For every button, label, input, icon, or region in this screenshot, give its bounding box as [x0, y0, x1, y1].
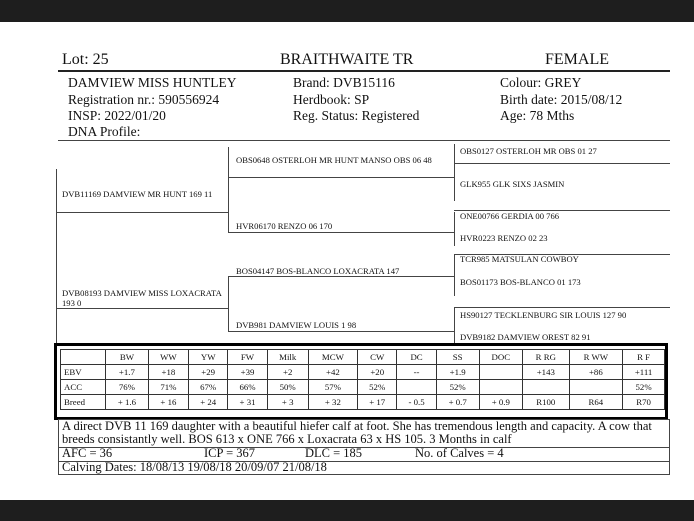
- dd-dam-name: DVB9182 DAMVIEW OREST 82 91: [460, 332, 591, 342]
- ebv-col-mcw: MCW: [308, 350, 357, 365]
- table-cell: [479, 380, 523, 395]
- table-cell: 50%: [267, 380, 308, 395]
- table-cell: + 31: [228, 395, 267, 410]
- remarks-divider: [58, 447, 670, 448]
- dam-bracket: [228, 276, 229, 331]
- ds-dam-name: BOS01173 BOS-BLANCO 01 173: [460, 277, 581, 287]
- table-cell: +111: [623, 365, 665, 380]
- ebv-col-fw: FW: [228, 350, 267, 365]
- table-cell: - 0.5: [397, 395, 436, 410]
- table-cell: + 0.7: [436, 395, 479, 410]
- table-cell: 71%: [148, 380, 188, 395]
- colour: Colour: GREY: [500, 75, 582, 90]
- table-cell: + 16: [148, 395, 188, 410]
- dam-sire-name: BOS04147 BOS-BLANCO LOXACRATA 147: [236, 266, 400, 276]
- table-cell: +42: [308, 365, 357, 380]
- ss-bracket: [454, 144, 455, 201]
- dam-sire-line: [228, 276, 454, 277]
- registration-number: Registration nr.: 590556924: [68, 92, 220, 107]
- table-cell: +1.9: [436, 365, 479, 380]
- table-cell: [569, 380, 623, 395]
- table-cell: R70: [623, 395, 665, 410]
- remarks-line-2: breeds consistantly well. BOS 613 x ONE 766 x Loxacrata 63 x HS 105. 3 Months in calf: [62, 432, 512, 446]
- dna-profile: DNA Profile:: [68, 124, 141, 139]
- ebv-col-yw: YW: [189, 350, 228, 365]
- table-cell: +29: [189, 365, 228, 380]
- ebv-col-milk: Milk: [267, 350, 308, 365]
- ss-sire-name: OBS0127 OSTERLOH MR OBS 01 27: [460, 146, 597, 156]
- sire-name: DVB11169 DAMVIEW MR HUNT 169 11: [62, 189, 213, 199]
- dlc-value: DLC = 185: [305, 446, 363, 460]
- table-cell: [397, 380, 436, 395]
- ebv-row: [61, 365, 665, 380]
- table-cell: +39: [228, 365, 267, 380]
- dd-bracket: [454, 307, 455, 343]
- dam-line: [56, 308, 228, 309]
- sd-dam-name: HVR0223 RENZO 02 23: [460, 233, 548, 243]
- breed-row: [61, 395, 665, 410]
- catalogue-page: [0, 22, 694, 500]
- animal-name: DAMVIEW MISS HUNTLEY: [68, 75, 237, 90]
- table-cell: + 32: [308, 395, 357, 410]
- table-cell: +86: [569, 365, 623, 380]
- table-cell: +20: [358, 365, 397, 380]
- ebv-table: [60, 349, 665, 410]
- dam-dam-line: [228, 331, 454, 332]
- table-cell: + 0.9: [479, 395, 523, 410]
- pedigree-border-left: [56, 169, 57, 344]
- ebv-col-blank: [61, 350, 106, 365]
- inspection-date: INSP: 2022/01/20: [68, 108, 166, 123]
- table-cell: --: [397, 365, 436, 380]
- registration-status: Reg. Status: Registered: [293, 108, 420, 123]
- afc-value: AFC = 36: [62, 446, 113, 460]
- table-cell: +143: [523, 365, 569, 380]
- table-cell: EBV: [61, 365, 106, 380]
- table-cell: R64: [569, 395, 623, 410]
- table-cell: +18: [148, 365, 188, 380]
- table-cell: 67%: [189, 380, 228, 395]
- birth-date: Birth date: 2015/08/12: [500, 92, 623, 107]
- sire-sire-line: [228, 177, 454, 178]
- sire-bracket: [228, 147, 229, 232]
- ss-sire-line: [454, 163, 670, 164]
- sire-sire-name: OBS0648 OSTERLOH MR HUNT MANSO OBS 06 48: [236, 155, 432, 165]
- ds-sire-name: TCR985 MATSULAN COWBOY: [460, 254, 579, 264]
- age: Age: 78 Mths: [500, 108, 575, 123]
- table-cell: + 17: [358, 395, 397, 410]
- dd-top-line: [454, 307, 670, 308]
- ebv-col-ss: SS: [436, 350, 479, 365]
- sire-dam-name: HVR06170 RENZO 06 170: [236, 221, 333, 231]
- owner-name: BRAITHWAITE TR: [280, 51, 414, 68]
- ds-bracket: [454, 254, 455, 296]
- table-cell: + 3: [267, 395, 308, 410]
- table-cell: ACC: [61, 380, 106, 395]
- ebv-col-rf: R F: [623, 350, 665, 365]
- remarks-line-1: A direct DVB 11 169 daughter with a beautiful hiefer calf at foot. She has tremendous length and capacity. A cow that: [62, 419, 652, 433]
- ss-dam-name: GLK955 GLK SIXS JASMIN: [460, 179, 565, 189]
- dam-dam-name: DVB981 DAMVIEW LOUIS 1 98: [236, 320, 357, 330]
- header-divider: [58, 70, 670, 72]
- table-cell: 76%: [106, 380, 149, 395]
- table-cell: +2: [267, 365, 308, 380]
- ebv-col-doc: DOC: [479, 350, 523, 365]
- ebv-col-rww: R WW: [569, 350, 623, 365]
- table-cell: 52%: [436, 380, 479, 395]
- dd-sire-name: HS90127 TECKLENBURG SIR LOUIS 127 90: [460, 310, 627, 320]
- sd-sire-name: ONE00766 GERDIA 00 766: [460, 211, 560, 221]
- acc-row: [61, 380, 665, 395]
- ebv-header-row: [61, 350, 665, 365]
- dam-name: DVB08193 DAMVIEW MISS LOXACRATA 193 0: [62, 288, 222, 308]
- table-cell: [523, 380, 569, 395]
- table-cell: 52%: [358, 380, 397, 395]
- calving-dates: Calving Dates: 18/08/13 19/08/18 20/09/07 21/08/18: [62, 460, 327, 474]
- table-cell: + 24: [189, 395, 228, 410]
- table-cell: Breed: [61, 395, 106, 410]
- table-cell: 66%: [228, 380, 267, 395]
- ebv-col-rrg: R RG: [523, 350, 569, 365]
- table-cell: 57%: [308, 380, 357, 395]
- icp-value: ICP = 367: [204, 446, 256, 460]
- ebv-col-cw: CW: [358, 350, 397, 365]
- ebv-col-ww: WW: [148, 350, 188, 365]
- sire-line: [56, 212, 228, 213]
- herdbook: Herdbook: SP: [293, 92, 370, 107]
- table-cell: 52%: [623, 380, 665, 395]
- table-cell: + 1.6: [106, 395, 149, 410]
- table-cell: [479, 365, 523, 380]
- ebv-col-bw: BW: [106, 350, 149, 365]
- brand: Brand: DVB15116: [293, 75, 395, 90]
- lot-number: Lot: 25: [62, 51, 109, 68]
- sire-dam-line: [228, 232, 454, 233]
- sd-bracket: [454, 212, 455, 246]
- table-cell: +1.7: [106, 365, 149, 380]
- table-cell: R100: [523, 395, 569, 410]
- sex-label: FEMALE: [545, 51, 609, 68]
- calves-count: No. of Calves = 4: [415, 446, 504, 460]
- ebv-col-dc: DC: [397, 350, 436, 365]
